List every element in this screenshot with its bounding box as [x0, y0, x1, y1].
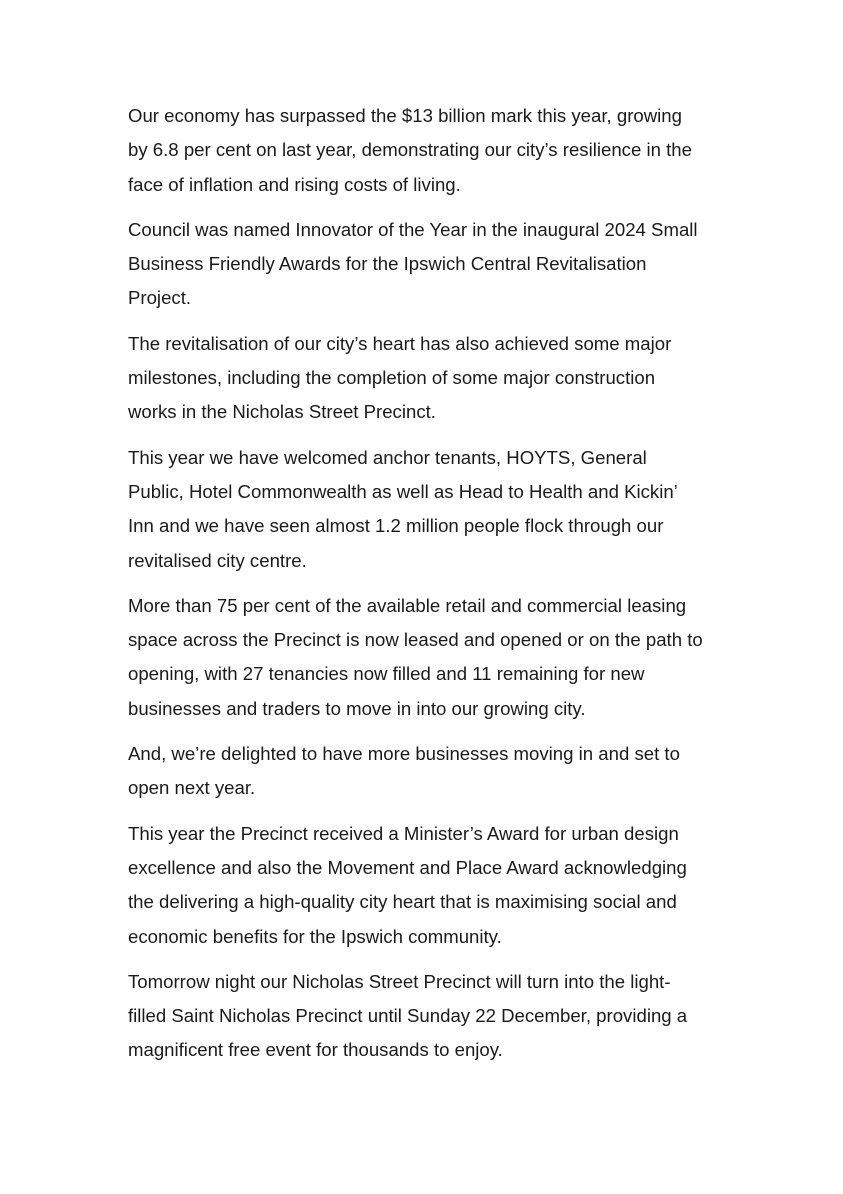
text-line: the delivering a high-quality city heart that is maximising social and: [128, 891, 677, 913]
text-line: space across the Precinct is now leased and opened or on the path to: [128, 629, 703, 651]
paragraph-anchor-tenants: [128, 441, 753, 578]
text-line: This year the Precinct received a Minister’s Award for urban design: [128, 822, 679, 844]
text-line: filled Saint Nicholas Precinct until Sunday 22 December, providing a: [128, 1005, 688, 1027]
text-line: face of inflation and rising costs of living.: [128, 173, 461, 195]
text-line: Business Friendly Awards for the Ipswich Central Revitalisation: [128, 253, 647, 275]
text-line: Our economy has surpassed the $13 billion mark this year, growing: [128, 105, 682, 126]
text-line: Public, Hotel Commonwealth as well as Head to Health and Kickin’: [128, 480, 678, 502]
text-line: Tomorrow night our Nicholas Street Precinct will turn into the light-: [128, 970, 671, 992]
text-line: This year we have welcomed anchor tenants, HOYTS, General: [128, 446, 647, 468]
text-line: Project.: [128, 287, 192, 309]
text-line: More than 75 per cent of the available retail and commercial leasing: [128, 594, 687, 616]
text-line: by 6.8 per cent on last year, demonstrating our city’s resilience in the: [128, 139, 692, 161]
paragraph-revitalisation: [128, 327, 753, 430]
text-line: opening, with 27 tenancies now filled and 11 remaining for new: [128, 663, 645, 685]
text-line: Council was named Innovator of the Year in the inaugural 2024 Small: [128, 218, 698, 240]
paragraph-ministers-award: [128, 817, 753, 954]
text-line: The revitalisation of our city’s heart has also achieved some major: [128, 332, 672, 354]
paragraph-new-businesses: [128, 737, 753, 806]
text-line: economic benefits for the Ipswich community.: [128, 925, 502, 947]
text-line: businesses and traders to move in into our growing city.: [128, 697, 586, 719]
text-line: milestones, including the completion of some major construction: [128, 367, 656, 389]
text-line: open next year.: [128, 777, 256, 799]
paragraph-saint-nicholas-event: [128, 965, 753, 1068]
text-line: works in the Nicholas Street Precinct.: [128, 401, 436, 423]
paragraph-innovator-award: [128, 213, 753, 316]
text-line: Inn and we have seen almost 1.2 million people flock through our: [128, 515, 664, 537]
text-line: revitalised city centre.: [128, 549, 307, 571]
text-line: And, we’re delighted to have more businesses moving in and set to: [128, 743, 680, 765]
document-page: [128, 99, 753, 1079]
paragraph-leasing: [128, 589, 753, 726]
paragraph-economy: [128, 99, 753, 202]
text-line: excellence and also the Movement and Place Award acknowledging: [128, 856, 687, 878]
text-line: magnificent free event for thousands to enjoy.: [128, 1039, 503, 1061]
